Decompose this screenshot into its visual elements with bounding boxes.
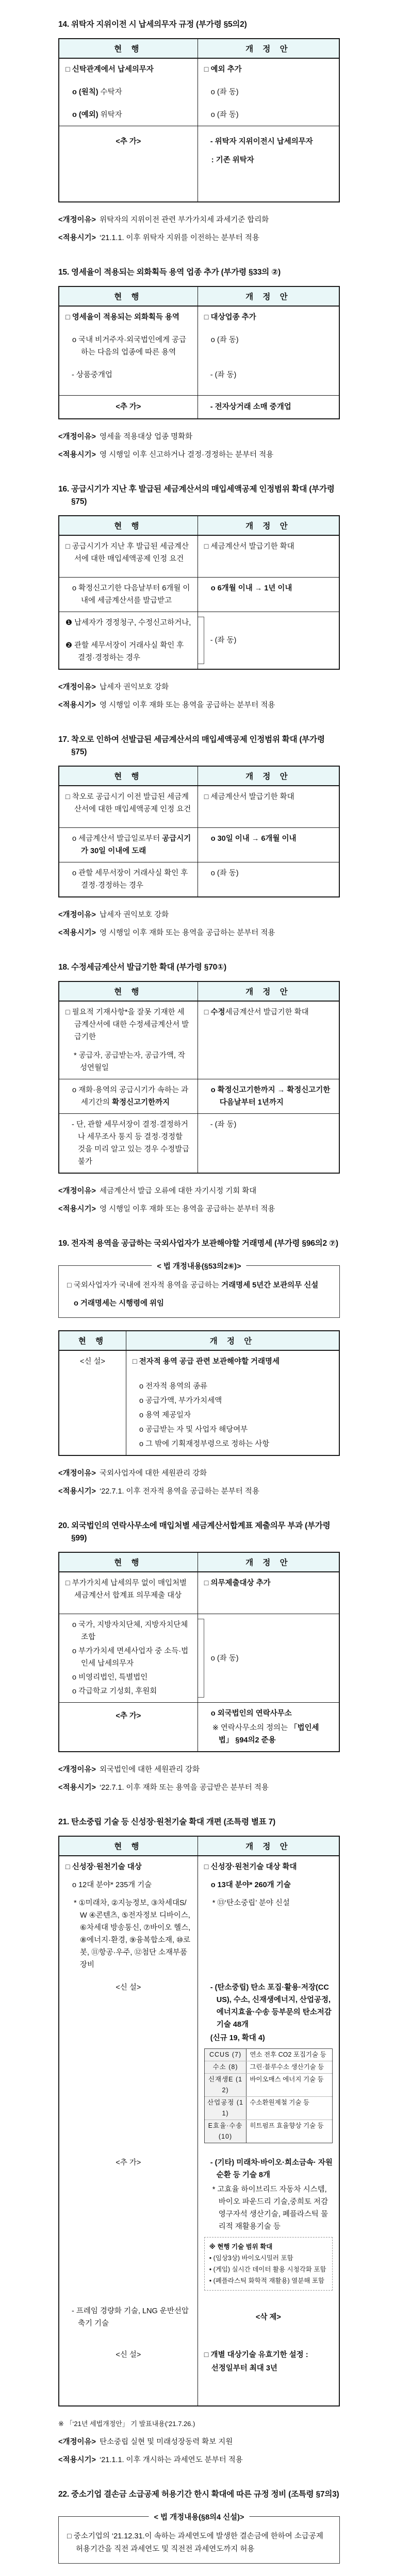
text-line: - (좌 동) — [210, 636, 237, 645]
text-line: □ 중소기업의 ‘21.12.31.이 속하는 과세연도에 발생한 결손금에 한하여 소급공제 허용기간을 직전 과세연도 및 직전전 과세연도까지 허용 — [67, 2532, 323, 2553]
table-header-current: 현 행 — [78, 1337, 107, 1346]
tech-table-row — [205, 2061, 332, 2073]
table-header — [59, 982, 339, 1002]
section-18 — [58, 961, 340, 1216]
text-line: o 세금계산서 발급일로부터 공급시기가 30일 이내에 도래 — [72, 835, 191, 855]
section-title: 16. 공급시기가 지난 후 발급된 세금계산서의 매입세액공제 인정범위 확대 (부가령 §75) — [58, 485, 335, 506]
dashed-note-box — [204, 2237, 333, 2291]
text-line: <삭 제> — [255, 2313, 281, 2321]
reason-line: <개정이유> 세금계산서 발급 오류에 대한 자기시정 기회 확대 — [58, 1187, 257, 1195]
text-line: □ 개별 대상기술 유효기한 설정 : — [204, 2351, 308, 2359]
text-line: ❷ 관할 세무서장이 거래사실 확인 후 결정·경정하는 경우 — [65, 641, 184, 662]
tech-desc: 수소환원제철 기술 등 — [250, 2099, 309, 2106]
tech-category: CCUS (7) — [205, 2049, 247, 2061]
text-line: ※ 현행 기술 범위 확대 — [209, 2243, 273, 2250]
current-cell — [59, 1973, 198, 2149]
tech-table-row — [205, 2073, 332, 2096]
text-line: o 용역 제공일자 — [139, 1411, 191, 1419]
comparison-table — [58, 38, 340, 202]
amendment-cell — [198, 1079, 339, 1113]
section-title: 22. 중소기업 결손금 소급공제 허용기간 한시 확대에 따른 규정 정비 (조특령 §7의3) — [58, 2490, 339, 2499]
reason-line: <개정이유> 외국법인에 대한 세원관리 강화 — [58, 1766, 200, 1774]
table-row — [59, 1702, 339, 1751]
section-19 — [58, 1238, 340, 1498]
current-cell — [59, 59, 198, 126]
law-change-box — [58, 1262, 340, 1318]
text-line: • (폐플라스틱 화학적 재활용) 열분해 포함 — [209, 2277, 325, 2284]
table-row — [59, 1572, 339, 1614]
current-cell — [59, 396, 198, 418]
text-line: □ 대상업종 추가 — [204, 313, 256, 321]
text-line: * ⑬‘탄소중립’ 분야 신설 — [212, 1899, 290, 1907]
text-line: * 공급자, 공급받는자, 공급가액, 작성연월일 — [74, 1052, 185, 1072]
text-line: <추 가> — [116, 138, 141, 146]
text-line: □ 수정세금계산서 발급기한 확대 — [204, 1008, 309, 1016]
table-row — [59, 1351, 339, 1455]
table-row — [59, 577, 339, 612]
table-header — [59, 516, 339, 536]
current-cell — [59, 1703, 198, 1751]
timing-line: <적용시기> 영 시행일 이후 재화 또는 용역을 공급하는 분부터 적용 — [58, 701, 275, 709]
text-line: - 프레임 경량화 기술, LNG 운반선압축기 기술 — [72, 2307, 189, 2328]
table-row — [59, 1892, 339, 1973]
table-header-amendment: 개 정 안 — [198, 767, 339, 785]
current-cell — [59, 612, 198, 669]
current-cell — [59, 536, 198, 577]
table-header-current: 현 행 — [114, 293, 143, 301]
table-header-current: 현 행 — [114, 1558, 143, 1567]
section-title: 14. 위탁자 지위이전 시 납세의무자 규정 (부가령 §5의2) — [58, 20, 247, 29]
amendment-cell — [198, 1572, 339, 1614]
amendment-cell — [198, 578, 339, 612]
table-row — [59, 59, 339, 126]
current-cell — [59, 1614, 198, 1702]
text-line: o 공급받는 자 및 사업자 해당여부 — [139, 1426, 248, 1434]
text-line: ❶ 납세자가 경정청구, 수정신고하거나, — [65, 619, 191, 627]
section-20 — [58, 1520, 340, 1794]
text-line: o (좌 동) — [210, 1654, 239, 1663]
table-header — [59, 1837, 339, 1856]
amendment-cell — [198, 536, 339, 577]
section-title: 21. 탄소중립 기술 등 신성장·원천기술 확대 개편 (조특령 별표 7) — [58, 1818, 275, 1826]
text-line: - (탄소중립) 탄소 포집·활용·저장(CCUS), 수소, 신재생에너지, 산업공정, 에너지효율·수송 등부문의 탄소저감 기술 48개 — [210, 1984, 332, 2029]
section-16 — [58, 483, 340, 712]
table-header-current: 현 행 — [114, 522, 143, 531]
table-header — [59, 1331, 339, 1351]
text-line: • (게임) 실시간 데이터 활용 시청각화 포함 — [209, 2266, 326, 2273]
text-line: □ 의무제출대상 추가 — [204, 1579, 271, 1587]
table-row — [59, 536, 339, 577]
text-line: o (좌 동) — [210, 111, 239, 119]
table-header-current: 현 행 — [114, 45, 143, 54]
tech-table-row — [205, 2120, 332, 2143]
text-line: □ 신탁관계에서 납세의무자 — [65, 65, 154, 74]
table-header-amendment: 개 정 안 — [198, 39, 339, 58]
reason-line: <개정이유> 탄소중립 실현 및 미래성장동력 확보 지원 — [58, 2438, 233, 2446]
current-cell — [59, 786, 198, 827]
text-line: o 거래명세는 시행령에 위임 — [74, 1299, 165, 1308]
text-line: o 30일 이내 → 6개월 이내 — [210, 835, 297, 843]
table-row — [59, 1973, 339, 2149]
amendment-cell — [198, 1874, 339, 1892]
text-line: - 상품중개업 — [72, 371, 112, 379]
tech-desc: 히트펌프 효율향상 기술 등 — [250, 2122, 324, 2129]
reason-line: <개정이유> 영세율 적용대상 업종 명확화 — [58, 433, 193, 441]
table-header-amendment: 개 정 안 — [198, 287, 339, 306]
amendment-cell — [126, 1351, 339, 1455]
text-line: □ 신성장·원천기술 대상 — [65, 1863, 142, 1871]
text-line: o 공급가액, 부가가치세액 — [139, 1397, 222, 1405]
text-line: □ 신성장·원천기술 대상 확대 — [204, 1863, 297, 1871]
text-line: o 각급학교 기성회, 후원회 — [72, 1687, 157, 1696]
table-header — [59, 287, 339, 307]
timing-line: <적용시기> ‘21.1.1. 이후 개시하는 과세연도 분부터 적용 — [58, 2456, 243, 2464]
table-header-amendment: 개 정 안 — [126, 1331, 339, 1350]
current-cell — [59, 307, 198, 395]
text-line: o 6개월 이내 → 1년 이내 — [210, 584, 292, 592]
current-cell — [59, 1079, 198, 1113]
table-row — [59, 126, 339, 201]
current-cell — [59, 126, 198, 201]
text-line: - (기타) 미래차·바이오·희소금속· 자원순환 등 기술 8개 — [210, 2159, 333, 2179]
table-row — [59, 862, 339, 896]
timing-line: <적용시기> ‘22.7.1. 이후 전자적 용역을 공급하는 분부터 적용 — [58, 1487, 259, 1496]
section-title: 17. 착오로 인하여 선발급된 세금계산서의 매입세액공제 인정범위 확대 (부가령 §75) — [58, 735, 325, 756]
tech-category: 신재생E (12) — [205, 2074, 247, 2096]
text-line: <추 가> — [116, 403, 141, 411]
comparison-table — [58, 766, 340, 897]
text-line: - 위탁자 지위이전시 납세의무자 — [210, 138, 313, 146]
text-line: o 13대 분야* 260개 기술 — [210, 1881, 291, 1889]
comparison-table — [58, 286, 340, 419]
reason-line: <개정이유> 국외사업자에 대한 세원관리 강화 — [58, 1469, 207, 1478]
section-meta — [58, 1467, 340, 1498]
text-line: o 확정신고기한 다음날부터 6개월 이내에 세금계산서를 발급받고 — [72, 584, 190, 605]
law-box-label: < 법 개정내용(§53의2⑥)> — [152, 1261, 246, 1272]
section-meta — [58, 2436, 340, 2467]
law-box-label: < 법 개정내용(§8의4 신설)> — [149, 2512, 250, 2522]
text-line: □ 세금계산서 발급기한 확대 — [204, 793, 294, 801]
section-22 — [58, 2488, 340, 2576]
amendment-cell — [198, 126, 339, 201]
text-line: o 외국법인의 연락사무소 — [210, 1709, 292, 1718]
text-line: □ 세금계산서 발급기한 확대 — [204, 543, 294, 551]
amendment-cell — [198, 1856, 339, 1874]
section-meta — [58, 909, 340, 940]
timing-line: <적용시기> ‘22.7.1. 이후 재화 또는 용역을 공급받은 분부터 적용 — [58, 1784, 269, 1792]
current-cell — [59, 1856, 198, 1874]
section-title: 18. 수정세금계산서 발급기한 확대 (부가령 §70①) — [58, 963, 226, 972]
law-change-box — [58, 2513, 340, 2564]
text-line: o 관할 세무서장이 거래사실 확인 후 결정·경정하는 경우 — [72, 869, 188, 890]
reason-line: <개정이유> 납세자 권익보호 강화 — [58, 683, 169, 691]
current-cell — [59, 1572, 198, 1614]
table-row — [59, 786, 339, 827]
tech-table-row — [205, 2096, 332, 2120]
text-line: 선정일부터 최대 3년 — [211, 2364, 277, 2372]
text-line: □ 필요적 기재사항*을 잘못 기재한 세금계산서에 대한 수정세금계산서 발급기한 — [65, 1008, 189, 1041]
section-title: 19. 전자적 용역을 공급하는 국외사업자가 보관해야할 거래명세 (부가령 §96의2 ⑦) — [58, 1239, 338, 1248]
table-row — [59, 2334, 339, 2405]
text-line: o 재화·용역의 공급시기가 속하는 과세기간의 확정신고기한까지 — [72, 1086, 189, 1107]
amendment-cell — [198, 2294, 339, 2334]
reason-line: <개정이유> 납세자 권익보호 강화 — [58, 911, 169, 919]
table-header-amendment: 개 정 안 — [198, 516, 339, 535]
table-row — [59, 1079, 339, 1113]
table-row — [59, 1113, 339, 1173]
grouping-bracket — [198, 617, 204, 664]
table-header-current: 현 행 — [114, 1842, 143, 1851]
grouping-bracket — [198, 1619, 204, 1698]
text-line: - (좌 동) — [210, 371, 237, 379]
text-line: □ 공급시기가 지난 후 발급된 세금계산서에 대한 매입세액공제 인정 요건 — [65, 543, 189, 563]
timing-line: <적용시기> 영 시행일 이후 재화 또는 용역을 공급하는 분부터 적용 — [58, 1205, 275, 1213]
table-row — [59, 1614, 339, 1702]
tech-category: E효율·수송 (10) — [205, 2120, 247, 2143]
tech-category: 산업공정 (11) — [205, 2097, 247, 2120]
text-line: □ 전자적 용역 공급 관련 보관해야할 거래명세 — [132, 1358, 280, 1366]
section-21 — [58, 1816, 340, 2467]
table-header-current: 현 행 — [114, 772, 143, 781]
text-line: o (좌 동) — [210, 88, 239, 96]
current-cell — [59, 2334, 198, 2405]
table-header-amendment: 개 정 안 — [198, 982, 339, 1001]
text-line: □ 국외사업자가 국내에 전자적 용역을 공급하는 거래명세 5년간 보관의무 신설 — [67, 1281, 319, 1290]
amendment-cell — [198, 828, 339, 862]
amendment-cell — [198, 396, 339, 418]
comparison-table — [58, 1836, 340, 2406]
text-line: - 전자상거래 소매 중개업 — [210, 403, 291, 411]
table-row — [59, 1002, 339, 1079]
footnote: ※ 「‘21년 세법개정안」 기 발표내용(‘21.7.26.) — [58, 2420, 195, 2428]
section-meta — [58, 214, 340, 245]
current-cell — [59, 2149, 198, 2294]
text-line: * 고효율 하이브리드 자동차 시스템,바이오 파운드리 기술,중희토 저감 영구자석 생산기술, 폐플라스틱 물리적 재활용기술 등 — [212, 2185, 328, 2231]
text-line: : 기존 위탁자 — [211, 156, 254, 164]
amendment-cell — [198, 612, 339, 669]
text-line: - (좌 동) — [210, 1121, 237, 1129]
table-row — [59, 2149, 339, 2294]
tech-category: 수소 (8) — [205, 2061, 247, 2073]
text-line: o 확정신고기한까지 → 확정신고기한 다음날부터 1년까지 — [210, 1086, 331, 1107]
amendment-cell — [198, 862, 339, 896]
current-cell — [59, 1874, 198, 1892]
amendment-cell — [198, 1002, 339, 1079]
text-line: <신 설> — [116, 1984, 141, 1992]
table-row — [59, 827, 339, 862]
text-line: <신 설> — [116, 2351, 141, 2359]
current-cell — [59, 2294, 198, 2334]
section-title: 15. 영세율이 적용되는 외화획득 용역 업종 추가 (부가령 §33의 ②) — [58, 268, 281, 277]
table-row — [59, 1856, 339, 1874]
text-line: □ 영세율이 적용되는 외화획득 용역 — [65, 313, 179, 321]
table-row — [59, 307, 339, 395]
amendment-cell — [198, 59, 339, 126]
text-line: o (좌 동) — [210, 869, 239, 877]
section-title: 20. 외국법인의 연락사무소에 매입처별 세금계산서합계표 제출의무 부과 (부가령 §99) — [58, 1521, 331, 1543]
text-line: <신 설> — [80, 1358, 105, 1366]
table-row — [59, 395, 339, 418]
table-row — [59, 612, 339, 669]
current-cell — [59, 578, 198, 612]
text-line: o 그 밖에 기획재정부령으로 정하는 사항 — [139, 1440, 270, 1448]
amendment-cell — [198, 786, 339, 827]
current-cell — [59, 862, 198, 896]
comparison-table — [58, 981, 340, 1174]
text-line: o 국내 비거주자·외국법인에게 공급하는 다음의 업종에 따른 용역 — [72, 336, 187, 357]
timing-line: <적용시기> 영 시행일 이후 신고하거나 결정·경정하는 분부터 적용 — [58, 451, 274, 459]
text-line: <추 가> — [116, 1712, 141, 1720]
amendment-cell — [198, 1114, 339, 1173]
amendment-cell — [198, 1614, 339, 1702]
text-line: <추 가> — [116, 2159, 141, 2167]
comparison-table — [58, 1552, 340, 1752]
section-14 — [58, 19, 340, 245]
tech-table — [204, 2048, 333, 2143]
table-row — [59, 1874, 339, 1892]
current-cell — [59, 828, 198, 862]
current-cell — [59, 1002, 198, 1079]
text-line: o (예외) 위탁자 — [72, 111, 122, 119]
section-meta — [58, 431, 340, 462]
amendment-cell — [198, 307, 339, 395]
amendment-cell — [198, 1703, 339, 1751]
table-header — [59, 1553, 339, 1572]
section-meta — [58, 1185, 340, 1216]
amendment-cell — [198, 1892, 339, 1973]
text-line: o 국가, 지방자치단체, 지방자치단체 조합 — [72, 1621, 188, 1641]
table-header-current: 현 행 — [114, 988, 143, 996]
section-15 — [58, 266, 340, 462]
text-line: o 비영리법인, 특별법인 — [72, 1673, 148, 1682]
comparison-table — [58, 515, 340, 670]
text-line: - 단, 관할 세무서장이 결정·결정하거나 세무조사 통지 등 결정·경정할 것을 미리 알고 있는 경우 수정발급 불가 — [72, 1121, 190, 1166]
text-line: o 부가가치세 면세사업자 중 소득·법인세 납세의무자 — [72, 1647, 189, 1668]
tech-desc: 바이오매스 에너지 기술 등 — [250, 2076, 324, 2083]
reason-line: <개정이유> 위탁자의 지위이전 관련 부가가치세 과세기준 합리화 — [58, 216, 269, 224]
current-cell — [59, 1114, 198, 1173]
text-line: (신규 19, 확대 4) — [210, 2034, 265, 2042]
current-cell — [59, 1351, 126, 1455]
table-header — [59, 767, 339, 786]
text-line: o 전자적 용역의 종류 — [139, 1382, 208, 1391]
text-line: □ 예외 추가 — [204, 65, 242, 74]
timing-line: <적용시기> 영 시행일 이후 재화 또는 용역을 공급하는 분부터 적용 — [58, 929, 275, 937]
text-line: □ 부가가치세 납세의무 없이 매입처별 세금계산서 합계표 의무제출 대상 — [65, 1579, 187, 1600]
text-line: o (좌 동) — [210, 336, 239, 344]
comparison-table — [58, 1330, 340, 1456]
table-header-amendment: 개 정 안 — [198, 1553, 339, 1571]
section-17 — [58, 734, 340, 940]
text-line: □ 착오로 공급시기 이전 발급된 세금계산서에 대한 매입세액공제 인정 요건 — [65, 793, 191, 814]
section-meta — [58, 681, 340, 712]
text-line: o (원칙) 수탁자 — [72, 88, 122, 96]
table-row — [59, 2294, 339, 2334]
current-cell — [59, 1892, 198, 1973]
text-line: o 12대 분야* 235개 기술 — [72, 1881, 152, 1889]
amendment-cell — [198, 1973, 339, 2149]
section-meta — [58, 1764, 340, 1794]
table-header — [59, 39, 339, 59]
text-line: • (임상3상) 바이오시밀러 포함 — [209, 2255, 293, 2262]
amendment-cell — [198, 2149, 339, 2294]
table-header-amendment: 개 정 안 — [198, 1837, 339, 1855]
tech-table-row — [205, 2049, 332, 2061]
amendment-cell — [198, 2334, 339, 2405]
text-line: * ①미래차, ②지능정보, ③차세대S/W ④콘텐츠, ⑤전자정보 디바이스, ⑥차세대 방송통신, ⑦바이오 헬스, ⑧에너지·환경, ⑨융복합소재, ⑩로봇, ⑪항공·우주, ⑫첨단 소재부품장비 — [74, 1899, 191, 1969]
text-line: ※ 연락사무소의 정의는 「법인세법」 §94의2 준용 — [212, 1724, 319, 1744]
timing-line: <적용시기> ‘21.1.1. 이후 위탁자 지위를 이전하는 분부터 적용 — [58, 234, 259, 242]
tech-desc: 연소 전후 CO2 포집기술 등 — [250, 2051, 326, 2058]
tech-desc: 그린·블루수소 생산기술 등 — [250, 2063, 324, 2071]
